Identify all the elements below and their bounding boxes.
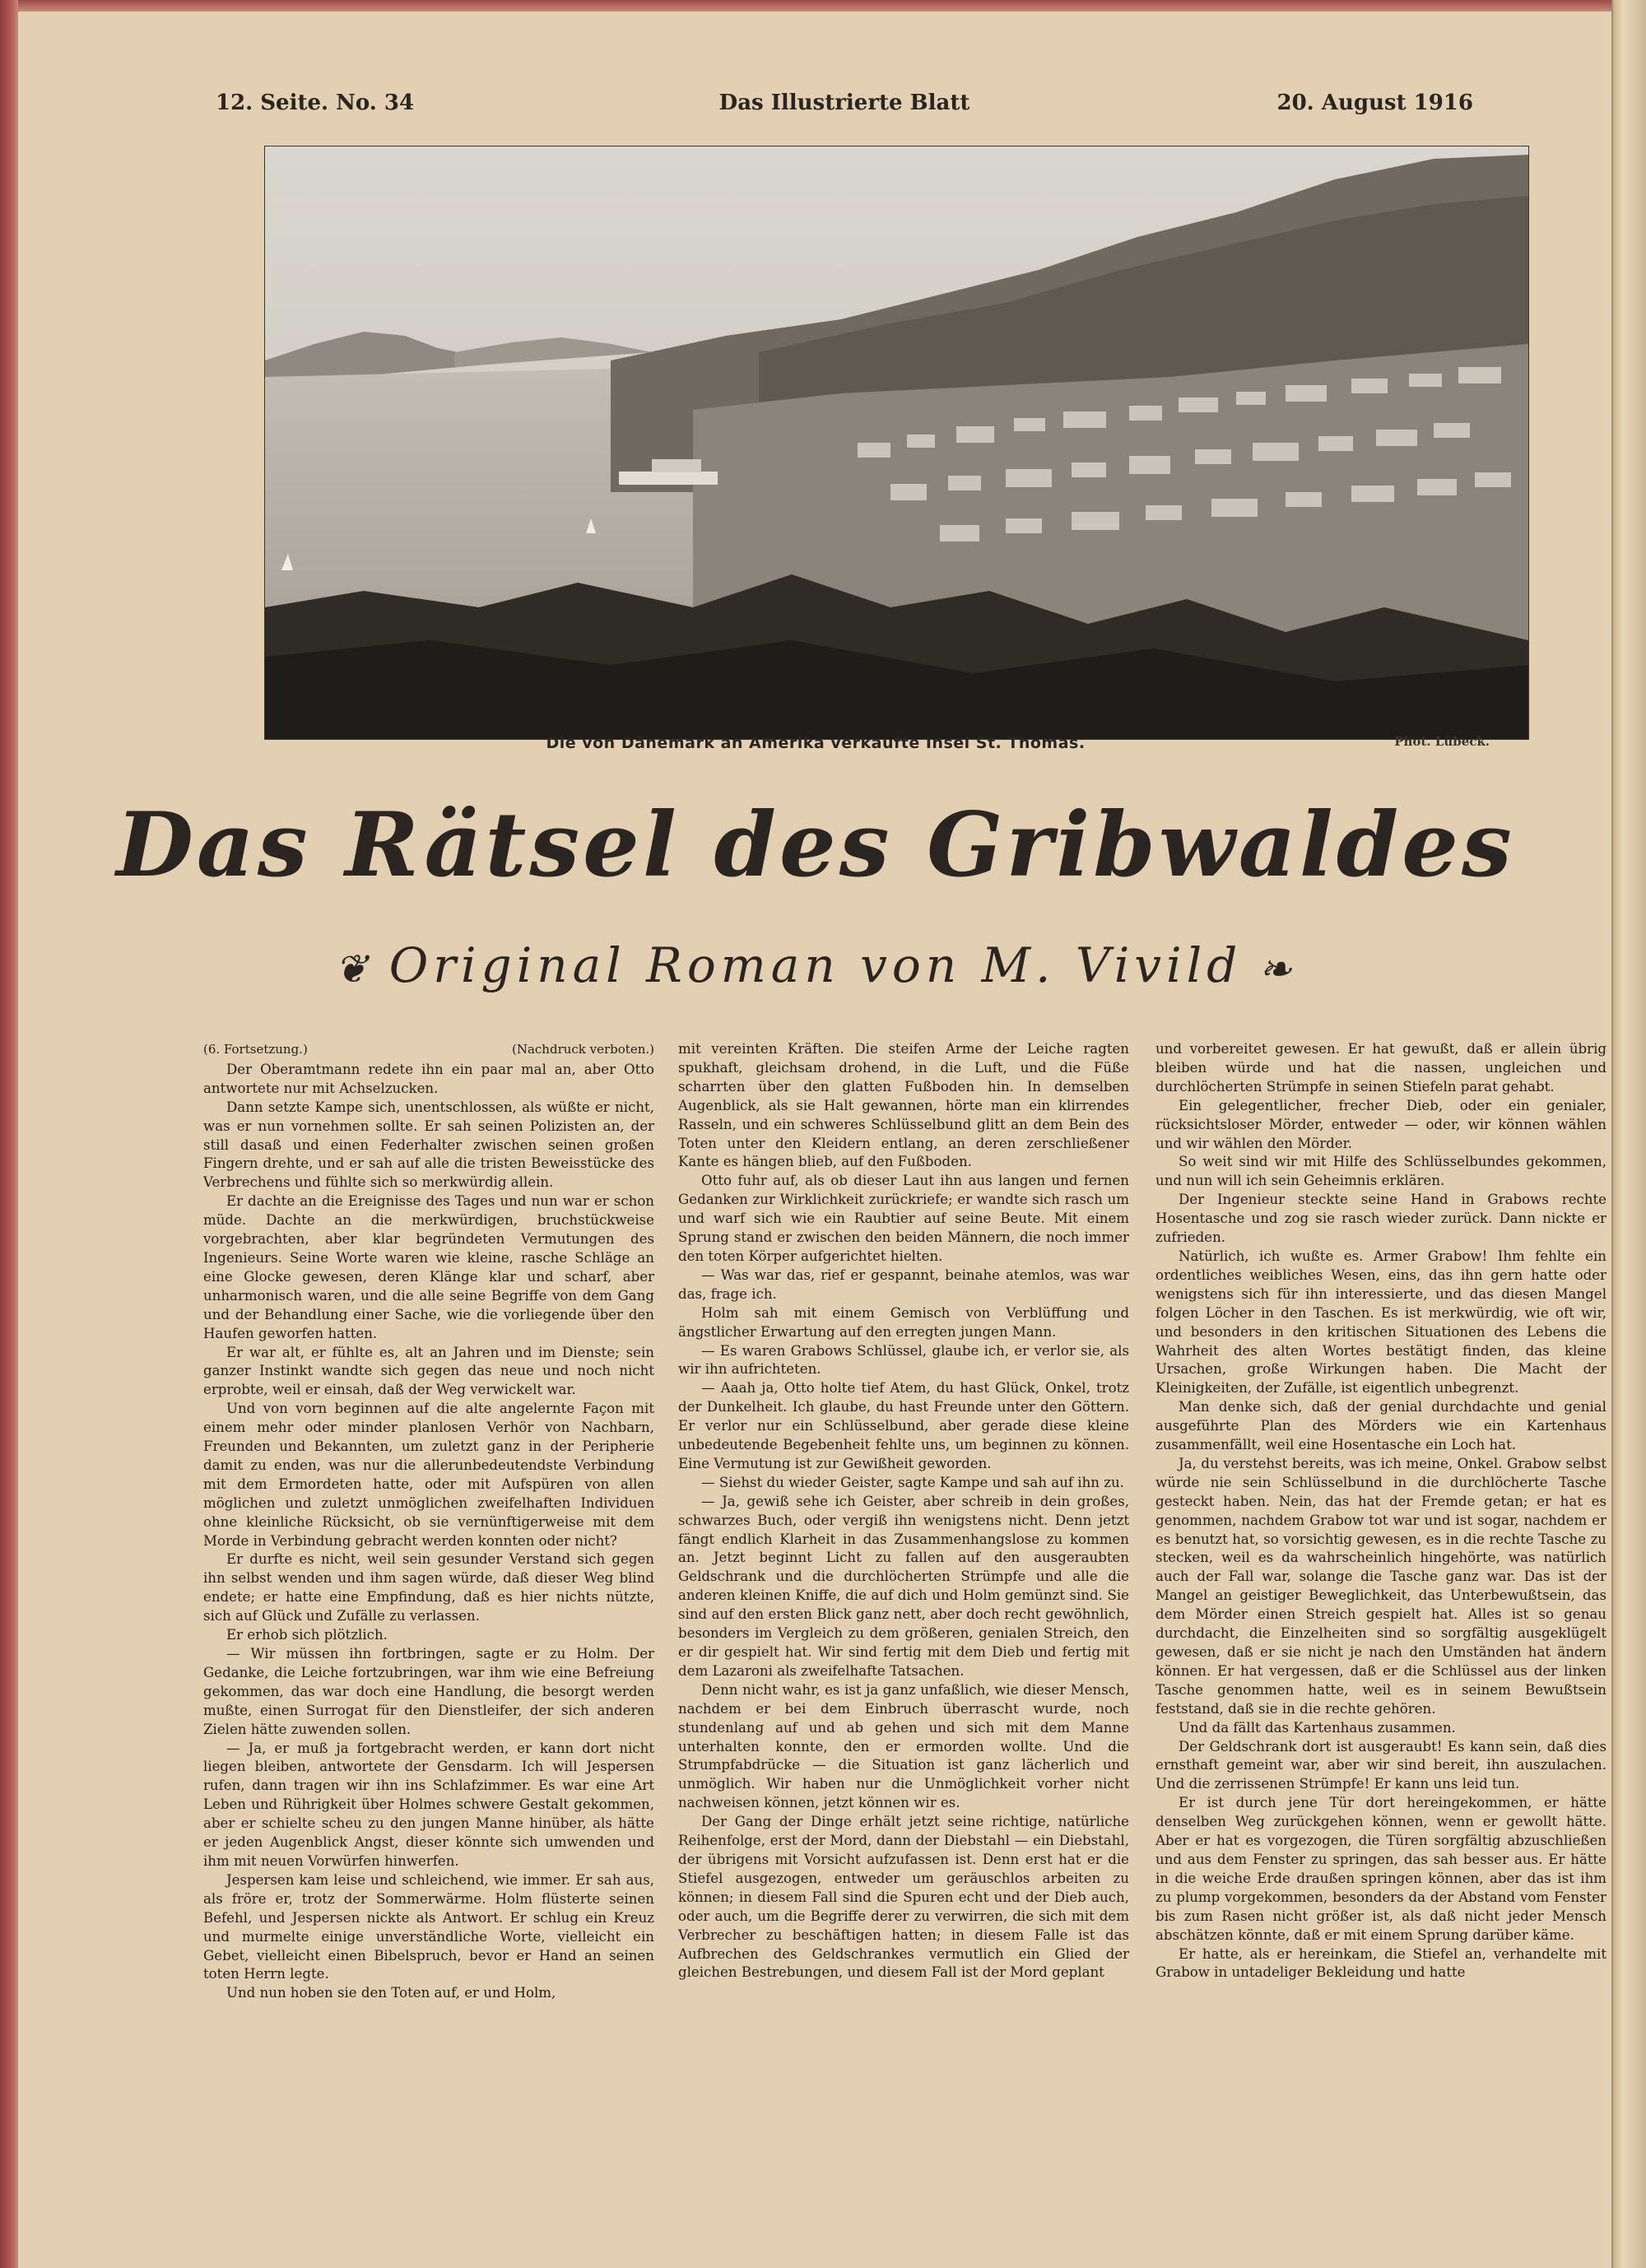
paragraph: Otto fuhr auf, als ob dieser Laut ihn aus langen und fernen Gedanken zur Wirklichkeit zurückriefe; er wandte sich rasch um und warf sich wie ein Raubtier auf seine Beute. Mit einem Sprung stand er zwischen den beiden Männern, die noch immer den toten Körper aufgerichtet hielten. — [678, 1173, 1129, 1264]
issue-date: 20. August 1916 — [1276, 91, 1473, 115]
paragraph: Dann setzte Kampe sich, unentschlossen, als wüßte er nicht, was er nun vornehmen sollte. Er sah seinen Polizisten an, der still dasaß und einen Federhalter zwischen seinen großen Fingern drehte, und er sah auf alle die tristen Beweisstücke des Verbrechens und fühlte sich so merkwürdig allein. — [203, 1099, 654, 1191]
running-head — [216, 91, 1473, 123]
paragraph: und vorbereitet gewesen. Er hat gewußt, daß er allein übrig bleiben würde und hat die nassen, ungleichen und durchlöcherten Strümpfe in seinen Stiefeln parat gehabt. — [1155, 1041, 1606, 1094]
paragraph: — Wir müssen ihn fortbringen, sagte er zu Holm. Der Gedanke, die Leiche fortzubringen, war ihm wie eine Befreiung gekommen, das war doch eine Handlung, die besorgt werden mußte, einen Surrogat für den Dienstleifer, der sich anderen Zielen hätte zuwenden sollen. — [203, 1646, 654, 1737]
article-column-1 — [203, 1040, 654, 2258]
paragraph: Der Geldschrank dort ist ausgeraubt! Es kann sein, daß dies ernsthaft gemeint war, aber wir sind bereit, ihn auszulachen. Und die zerrissenen Strümpfe! Er kann uns leid tun. — [1155, 1738, 1606, 1792]
paragraph: Er dachte an die Ereignisse des Tages und nun war er schon müde. Dachte an die merkwürdigen, bruchstückweise vorgebrachten, aber klar begründeten Vermutungen des Ingenieurs. Seine Worte waren wie kleine, rasche Schläge an eine Glocke gewesen, deren Klänge klar und scharf, aber unharmonisch waren, und die alle seine Begriffe von dem Gang und der Behandlung einer Sache, wie die vorliegende über den Haufen geworfen hatten. — [203, 1193, 654, 1341]
article-column-3 — [1155, 1040, 1606, 2258]
paragraph: Er erhob sich plötzlich. — [226, 1627, 388, 1643]
page-number: 12. Seite. No. 34 — [216, 91, 415, 115]
paragraph: — Was war das, rief er gespannt, beinahe atemlos, was war das, frage ich. — [678, 1266, 1129, 1302]
paragraph: Er durfte es nicht, weil sein gesunder Verstand sich gegen ihn selbst wenden und ihm sagen würde, daß dieser Weg blind endete; er hatte eine Empfindung, daß es hier nichts nützte, sich auf Glück und Zufälle zu verlassen. — [203, 1551, 654, 1624]
story-title: Das Rätsel des Gribwaldes — [116, 793, 1515, 897]
book-binding-left — [0, 0, 18, 2268]
harbor-photograph — [264, 146, 1529, 740]
paragraph: Er ist durch jene Tür dort hereingekommen, er hätte denselben Weg zurückgehen können, wenn er gewollt hätte. Aber er hat es vorgezogen, die Türen sorgfältig abzuschließen und aus dem Fenster zu springen, das sah besser aus. Er hätte in die weiche Erde draußen springen können, aber das ist ihm zu plump vorgekommen, besonders da der Abstand vom Fenster bis zum Rasen nicht größer ist, als daß nicht jeder Mensch abschätzen könnte, daß er mit einem Sprung darüber käme. — [1155, 1795, 1606, 1943]
publication-title: Das Illustrierte Blatt — [718, 91, 970, 115]
paragraph: Er war alt, er fühlte es, alt an Jahren und im Dienste; sein ganzer Instinkt wandte sich gegen das neue und noch nicht erprobte, weil er einsah, daß der Weg verwickelt war. — [203, 1344, 654, 1398]
paragraph: — Es waren Grabows Schlüssel, glaube ich, er verlor sie, als wir ihn aufrichteten. — [678, 1342, 1129, 1378]
paragraph: Ja, du verstehst bereits, was ich meine, Onkel. Grabow selbst würde nie sein Schlüsselbund in die durchlöcherte Tasche gesteckt haben. Nein, das hat der Fremde getan; er hat es genommen, nachdem Grabow tot war und ist sogar, nachdem er es benutzt hat, so vorsichtig gewesen, es in die rechte Tasche zu stecken, weil es da wahrscheinlich hingehörte, was natürlich auch der Fall war, solange die Tasche ganz war. Das ist der Mangel an geistiger Beweglichkeit, das Unterbewußtsein, das dem Mörder einen Streich gespielt hat. Alles ist so genau durchdacht, die Einzelheiten sind so sorgfältig ausgeklügelt gewesen, daß er sie nicht je nach den Umständen hat ändern können. Er hat vergessen, daß er die Schlüssel aus der linken Tasche genommen hatte, weil es in seinem Bewußtsein feststand, daß sie in die rechte gehören. — [1155, 1455, 1606, 1717]
paragraph: Natürlich, ich wußte es. Armer Grabow! Ihm fehlte ein ordentliches weibliches Wesen, eins, das ihn gern hatte oder wenigstens sich für ihn interessierte, und das diesen Mangel folgen Löcher in den Taschen. Es ist merkwürdig, wie oft wir, und besonders in den kritischen Situationen des Lebens die Wahrheit des alten Wortes bestätigt finden, das kleine Ursachen, große Wirkungen haben. Die Macht der Kleinigkeiten, der Zufälle, ist eigentlich unbegrenzt. — [1155, 1248, 1606, 1397]
photo-credit: Phot. Lübeck. — [1394, 734, 1490, 749]
paragraph: Er hatte, als er hereinkam, die Stiefel an, verhandelte mit Grabow in untadeliger Bekleidung und hatte — [1155, 1945, 1606, 1981]
story-subtitle — [18, 937, 1613, 1003]
paragraph: So weit sind wir mit Hilfe des Schlüsselbundes gekommen, und nun will ich sein Geheimnis erklären. — [1155, 1154, 1606, 1189]
paragraph: — Aaah ja, Otto holte tief Atem, du hast Glück, Onkel, trotz der Dunkelheit. Ich glaube, du hast Freunde unter den Göttern. Er verlor nur ein Schlüsselbund, aber gerade diese kleine unbedeutende Begebenheit fehlte uns, um beginnen zu können. Eine Vermutung ist zur Gewißheit geworden. — [678, 1380, 1129, 1471]
paragraph: Man denke sich, daß der genial durchdachte und genial ausgeführte Plan des Mörders wie ein Kartenhaus zusammenfällt, weil eine Hosentasche ein Loch hat. — [1155, 1399, 1606, 1453]
paragraph: Und nun hoben sie den Toten auf, er und Holm, — [226, 1985, 556, 2001]
page-edge — [1611, 0, 1646, 2268]
right-flourish-icon: ❧ — [1258, 946, 1297, 992]
paragraph: Und von vorn beginnen auf die alte angelernte Façon mit einem mehr oder minder planlosen Verhör von Nachbarn, Freunden und Bekannten, um zuletzt ganz in der Peripherie damit zu enden, was nur die allerunbedeutendste Verbindung mit dem Ermordeten hatte, oder mit Aufspüren von allen möglichen und zuletzt unmöglichen zweifelhaften Individuen ohne kleinliche Rücksicht, ob sie vernünftigerweise mit dem Morde in Verbindung gebracht werden konnten oder nicht? — [203, 1401, 654, 1549]
paragraph: Der Gang der Dinge erhält jetzt seine richtige, natürliche Reihenfolge, erst der Mord, dann der Diebstahl — ein Diebstahl, der übrigens mit Vorsicht aufzufassen ist. Denn erst hat er die Stiefel ausgezogen, entweder um geräuschlos arbeiten zu können; in diesem Fall sind die Spuren echt und der Dieb auch, oder auch, um die Begriffe derer zu verwirren, die sich mit dem Verbrecher zu beschäftigen hatten; in diesem Falle ist das Aufbrechen des Geldschrankes vermutlich ein Glied der gleichen Bestrebungen, und diesem Fall ist der Mord geplant — [678, 1814, 1129, 1981]
newspaper-page — [18, 12, 1613, 2268]
paragraph: — Ja, gewiß sehe ich Geister, aber schreib in dein großes, schwarzes Buch, oder vergiß ihn wenigstens nicht. Denn jetzt fängt endlich Klarheit in das Zusammenhangslose zu kommen an. Jetzt beginnt Licht zu fallen auf den ausgeraubten Geldschrank und die durchlöcherten Strümpfe und alle die anderen kleinen Kniffe, die auf dich und Holm gemünzt sind. Sie sind auf den ersten Blick ganz nett, aber doch recht gewöhnlich, besonders im Vergleich zu dem größeren, genialen Streich, den er dir gespielt hat. Wir sind fertig mit dem Dieb und fertig mit dem Lazaroni als zweifelhafte Tatsachen. — [678, 1493, 1129, 1679]
paragraph: Denn nicht wahr, es ist ja ganz unfaßlich, wie dieser Mensch, nachdem er bei dem Einbruch überrascht wurde, noch stundenlang auf und ab gehen und sich mit dem Manne unterhalten konnte, den er ermorden wollte. Und die Strumpfabdrücke — die Situation ist ganz lächerlich und unmöglich. Wir haben nur die Unmöglichkeit vorher nicht nachweisen können, jetzt können wir es. — [678, 1681, 1129, 1811]
harbor-photograph-image — [265, 146, 1528, 739]
paragraph: Holm sah mit einem Gemisch von Verblüffung und ängstlicher Erwartung auf den erregten jungen Mann. — [678, 1304, 1129, 1340]
paragraph: Der Ingenieur steckte seine Hand in Grabows rechte Hosentasche und zog sie rasch wieder zurück. Dann nickte er zufrieden. — [1155, 1192, 1606, 1246]
story-subtitle-text: Original Roman von M. Vivild — [388, 937, 1243, 993]
article-meta — [203, 1040, 654, 1059]
paragraph: mit vereinten Kräften. Die steifen Arme der Leiche ragten spukhaft, gleichsam drohend, in die Luft, und die Füße scharrten über den glatten Fußboden hin. In demselben Augenblick, als sie Halt gewannen, hörte man ein klirrendes Rasseln, und ein schweres Schlüsselbund glitt an dem Bein des Toten unter den Kleidern entlang, an deren zerschließener Kante es hängen blieb, auf den Fußboden. — [678, 1041, 1129, 1170]
left-flourish-icon: ❦ — [334, 946, 373, 992]
photo-caption: Die von Dänemark an Amerika verkaufte Insel St. Thomas. — [546, 734, 1086, 752]
paragraph: Der Oberamtmann redete ihn ein paar mal an, aber Otto antwortete nur mit Achselzucken. — [203, 1061, 654, 1096]
paragraph: — Ja, er muß ja fortgebracht werden, er kann dort nicht liegen bleiben, antwortete der Gensdarm. Ich will Jespersen rufen, dann tragen wir ihn ins Schlafzimmer. Es war eine Art Leben und Rührigkeit über Holmes schwere Gestalt gekommen, aber er schielte scheu zu den jungen Manne hinüber, als hätte er jeden Augenblick Angst, dieser könnte sich umwenden und ihm mit neuen Vorwürfen hinwerfen. — [203, 1740, 654, 1869]
paragraph: Jespersen kam leise und schleichend, wie immer. Er sah aus, als fröre er, trotz der Sommerwärme. Holm flüsterte seinen Befehl, und Jespersen nickte als Antwort. Er schlug ein Kreuz und murmelte einige unverständliche Worte, vielleicht ein Gebet, vielleicht einen Bibelspruch, bevor er Hand an seinen toten Herrn legte. — [203, 1871, 654, 1982]
continuation-note: (6. Fortsetzung.) — [203, 1042, 308, 1057]
article-column-2 — [678, 1040, 1129, 2258]
paragraph: Ein gelegentlicher, frecher Dieb, oder ein genialer, rücksichtsloser Mörder, entweder — oder, wir können wählen und wir wählen den Mörder. — [1155, 1097, 1606, 1151]
book-binding-top — [0, 0, 1646, 12]
reprint-notice: (Nachdruck verboten.) — [511, 1042, 654, 1057]
article-columns — [203, 1040, 1623, 2258]
paragraph: Und da fällt das Kartenhaus zusammen. — [1179, 1719, 1456, 1736]
paragraph: — Siehst du wieder Geister, sagte Kampe und sah auf ihn zu. — [701, 1474, 1124, 1490]
